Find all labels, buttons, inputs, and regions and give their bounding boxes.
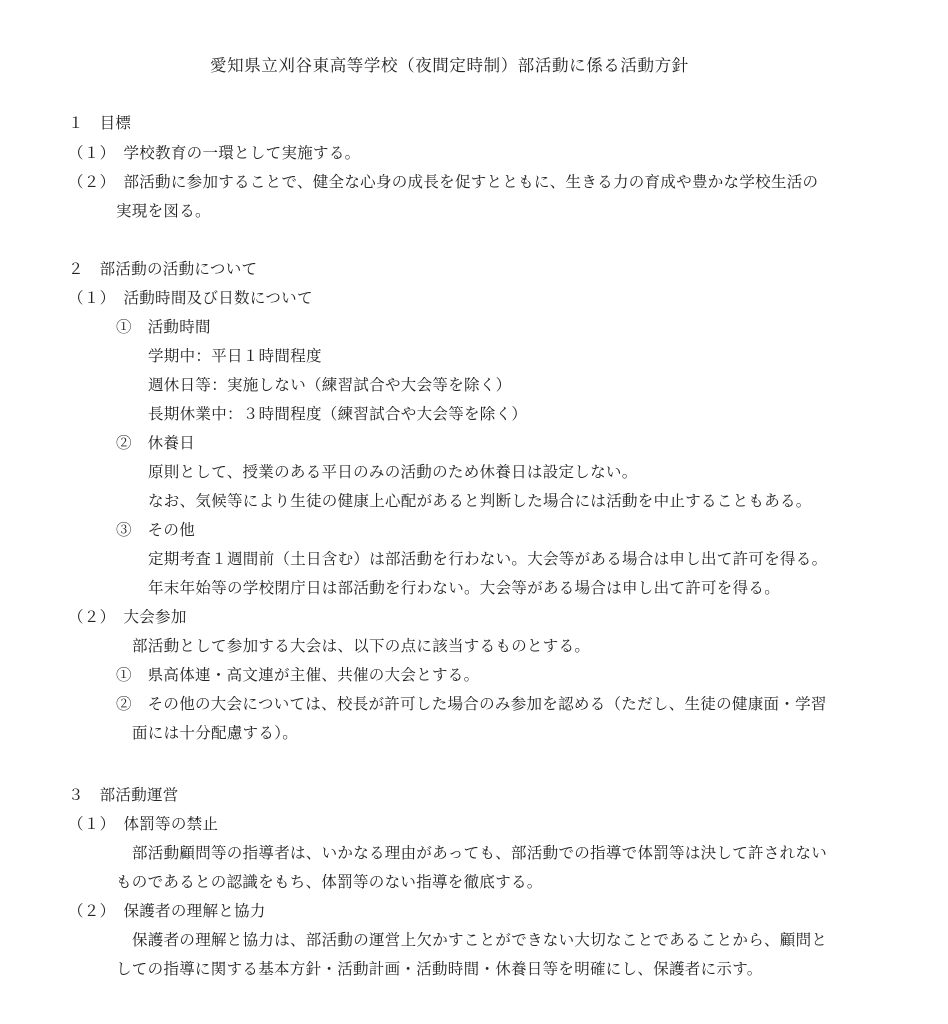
section-1-item-2-line-1: （２） 部活動に参加することで、健全な心身の成長を促すとともに、生きる力の育成や豊かな学校生活の [68, 173, 819, 191]
section-3-heading: ３ 部活動運営 [68, 786, 179, 804]
guardian-cooperation-line-2: しての指導に関する基本方針・活動計画・活動時間・休養日等を明確にし、保護者に示す。 [116, 960, 763, 978]
section-1-item-1: （１） 学校教育の一環として実施する。 [68, 144, 361, 162]
rest-day-heading: ② 休養日 [116, 434, 196, 452]
section-3-sub-1-heading: （１） 体罰等の禁止 [68, 815, 219, 833]
document-title: 愛知県立刈谷東高等学校（夜間定時制）部活動に係る活動方針 [210, 56, 689, 75]
tournament-intro: 部活動として参加する大会は、以下の点に該当するものとする。 [132, 637, 591, 655]
other-line-2: 年末年始等の学校閉庁日は部活動を行わない。大会等がある場合は申し出て許可を得る。 [148, 579, 781, 597]
other-heading: ③ その他 [116, 521, 196, 539]
rest-day-line-1: 原則として、授業のある平日のみの活動のため休養日は設定しない。 [148, 463, 638, 481]
activity-hours-line-3: 長期休業中：３時間程度（練習試合や大会等を除く） [148, 405, 528, 423]
activity-hours-line-1: 学期中：平日１時間程度 [148, 347, 322, 365]
section-1-heading: １ 目標 [68, 114, 132, 132]
section-2-sub-2-heading: （２） 大会参加 [68, 608, 187, 626]
activity-hours-heading: ① 活動時間 [116, 318, 211, 336]
rest-day-line-2: なお、気候等により生徒の健康上心配があると判断した場合には活動を中止することもある。 [148, 492, 812, 510]
corporal-punishment-line-2: ものであるとの認識をもち、体罰等のない指導を徹底する。 [116, 873, 543, 891]
tournament-item-1: ① 県高体連・高文連が主催、共催の大会とする。 [116, 666, 480, 684]
tournament-item-2-line-1: ② その他の大会については、校長が許可した場合のみ参加を認める（ただし、生徒の健康面・学習 [116, 695, 827, 713]
other-line-1: 定期考査１週間前（土日含む）は部活動を行わない。大会等がある場合は申し出て許可を得る。 [148, 550, 828, 568]
corporal-punishment-line-1: 部活動顧問等の指導者は、いかなる理由があっても、部活動での指導で体罰等は決して許されない [132, 844, 828, 862]
section-1-item-2-line-2: 実現を図る。 [116, 202, 211, 220]
section-2-sub-1-heading: （１） 活動時間及び日数について [68, 289, 313, 307]
activity-hours-line-2: 週休日等：実施しない（練習試合や大会等を除く） [148, 376, 512, 394]
section-3-sub-2-heading: （２） 保護者の理解と協力 [68, 902, 266, 920]
guardian-cooperation-line-1: 保護者の理解と協力は、部活動の運営上欠かすことができない大切なことであることから、顧問と [132, 931, 828, 949]
section-2-heading: ２ 部活動の活動について [68, 260, 258, 278]
tournament-item-2-line-2: 面には十分配慮する）。 [132, 724, 299, 742]
